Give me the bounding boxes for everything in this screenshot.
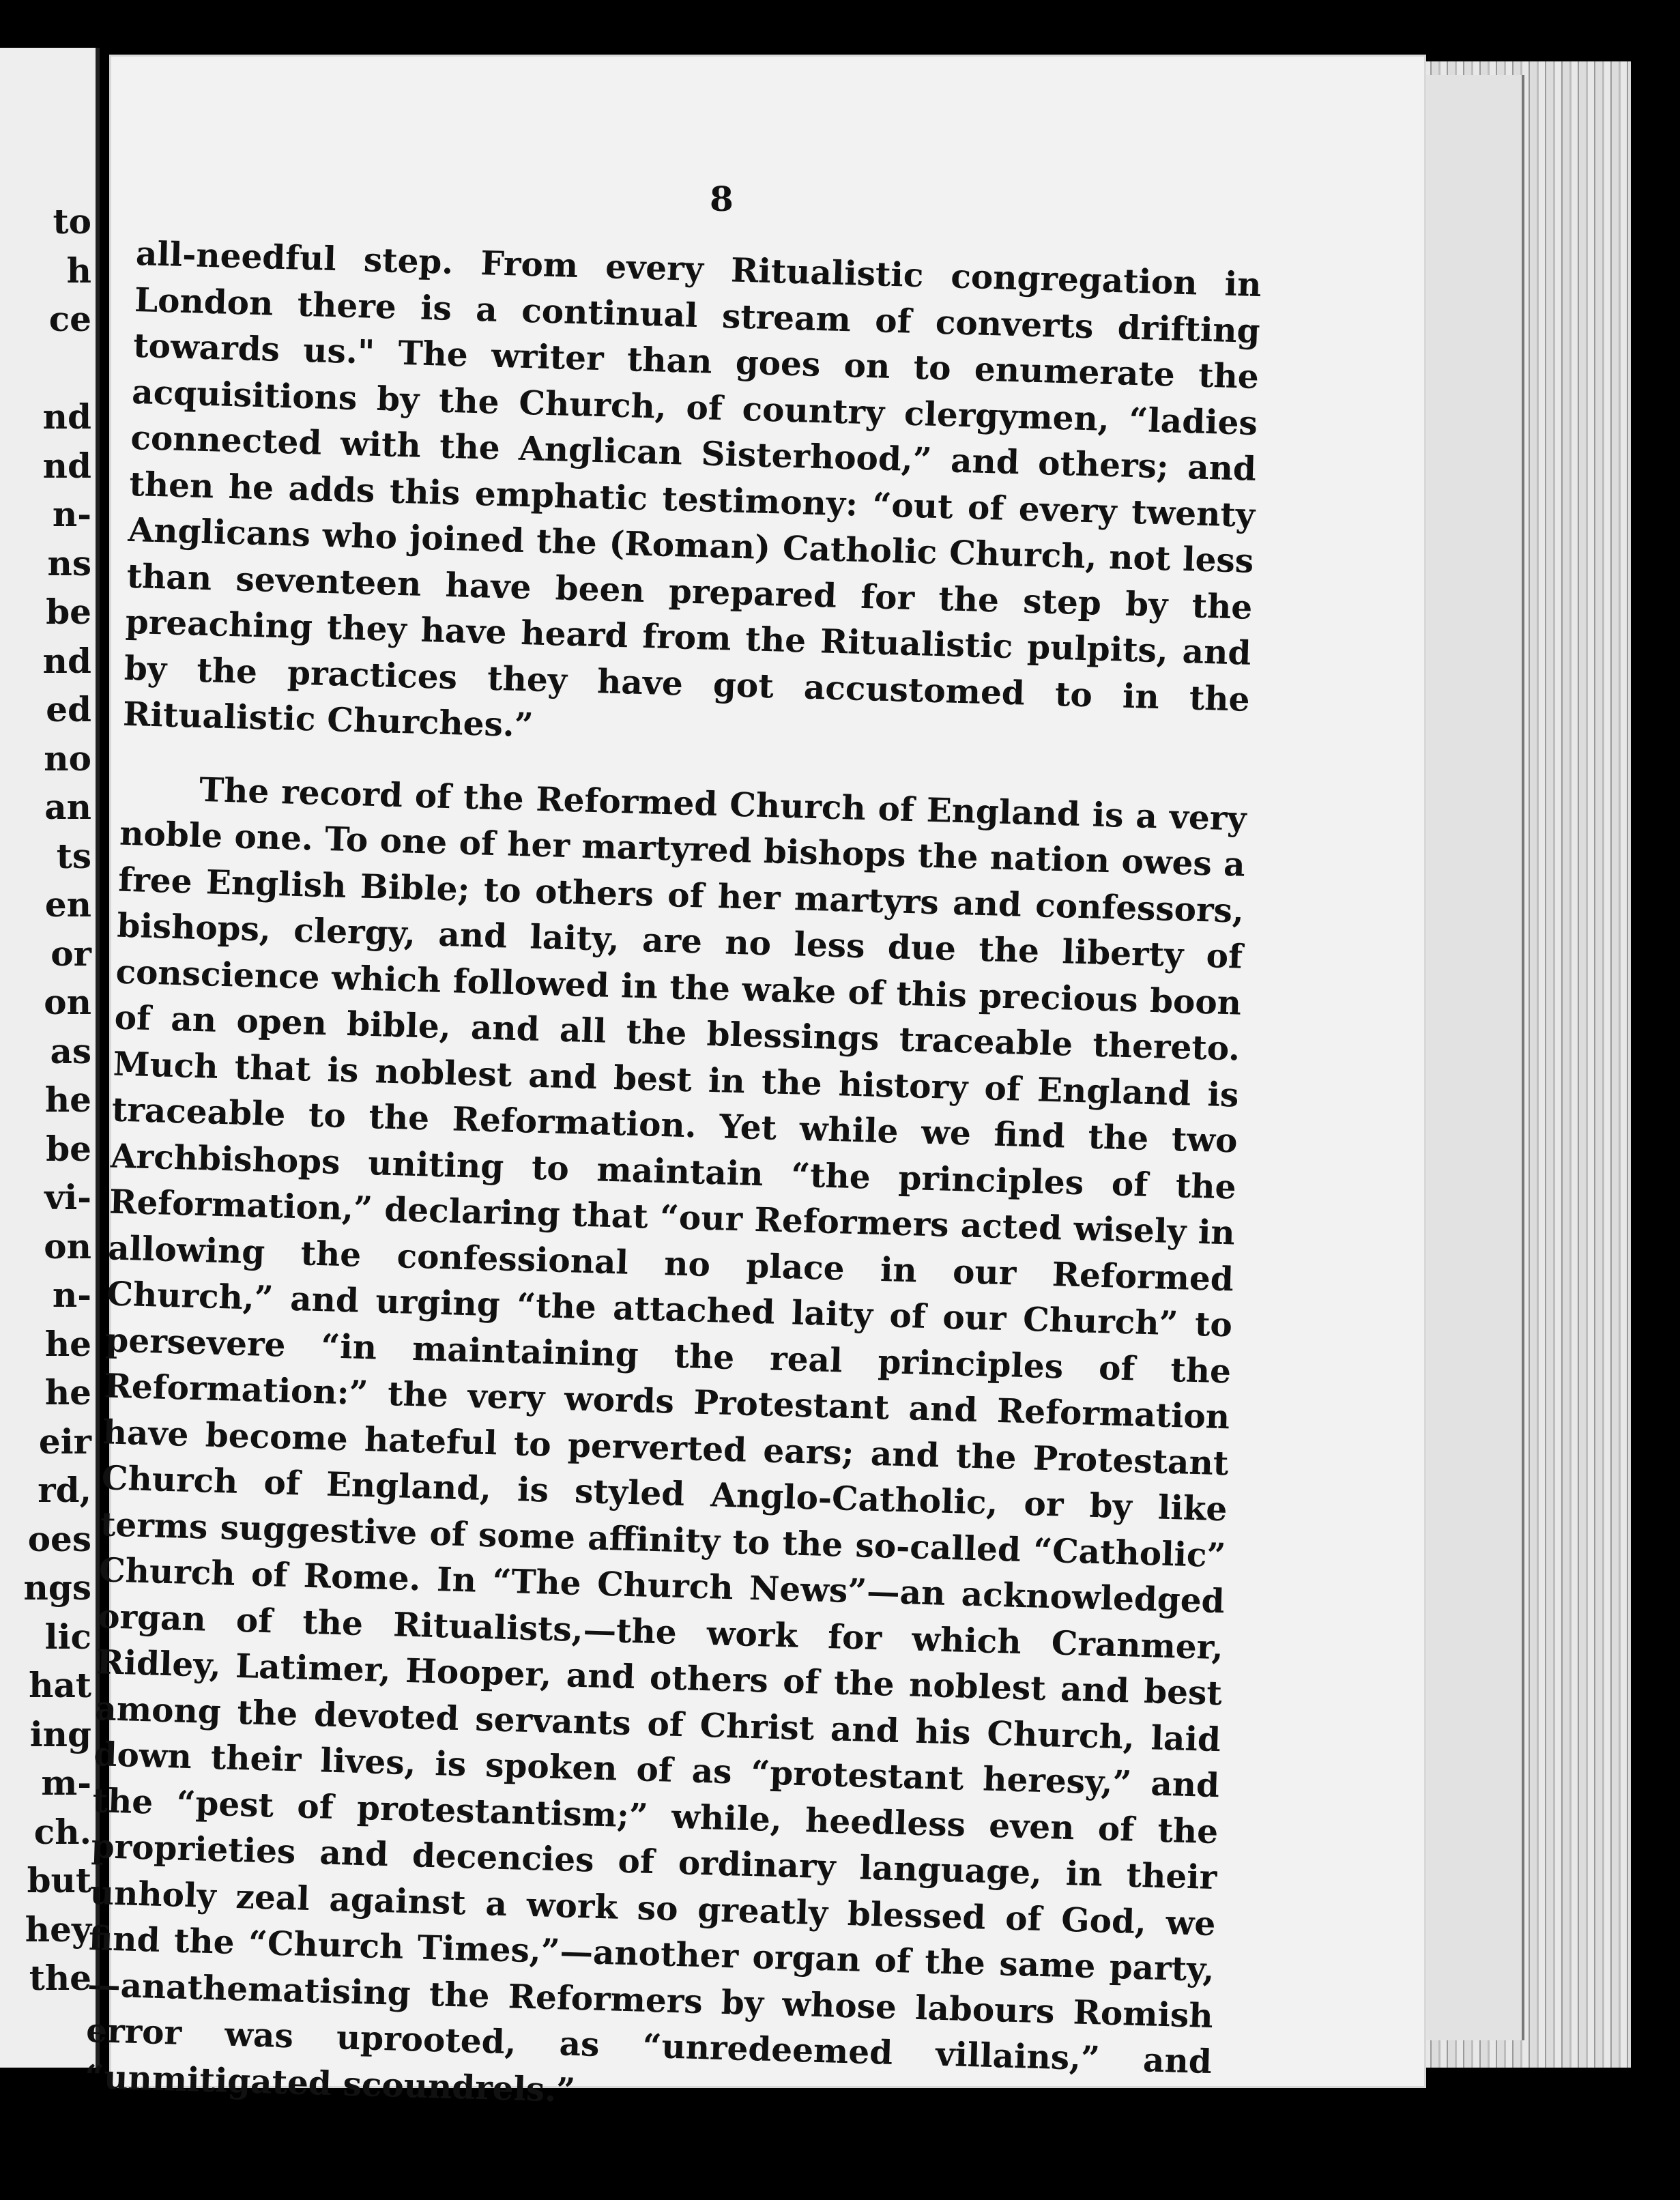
left-page-fragment: be	[46, 1128, 91, 1169]
left-page-fragment: he	[44, 1372, 91, 1413]
left-page-fragment: an	[44, 787, 91, 827]
left-page-fragment: on	[44, 982, 91, 1022]
paragraph-2: The record of the Reformed Church of England is a very noble one. To one of her martyred bishops the nation owes a free English Bible; to others of her martyrs and confessors, bishops, clergy, and laity, are no less due the liberty of conscience which followed in the wake of this precious boon of an open bible, and all the blessings traceable thereto. Much that is noblest and best in the history of England is traceable to the Reformation. Yet while we find the two Archbishops uniting to maintain “the principles of the Reformation,” declaring that “our Reformers acted wisely in allowing the confessional no place in our Reformed Church,” and urging “the attached laity of our Church” to persevere “in maintaining the real principles of the Reformation:” the very words Protestant and Reformation have become hateful to perverted ears; and the Protestant Church of England, is styled Anglo-Catholic, or by like terms suggestive of some affinity to the so-called “Catholic” Church of Rome. In “The Church News”—an acknowledged organ of the Ritualists,—the work for which Cranmer, Ridley, Latimer, Hooper, and others of the noblest and best among the devoted servants of Christ and his Church, laid down their lives, is spoken of as “protestant heresy,” and the “pest of protestantism;” while, heedless even of the proprieties and decencies of ordinary language, in their unholy zeal against a work so greatly blessed of God, we find the “Church Times,”—another organ of the same party,—anathematising the Reformers by whose labours Romish error was uprooted, as “unredeemed villains,” and “unmitigated scoundrels.”	[84, 770, 1247, 2110]
paragraph-1: all-needful step. From every Ritualistic congregation in London there is a continual stream of converts drifting towards us." The writer than goes on to enumerate the acquisitions by the Church, of country clergymen, “ladies connected with the Anglican Sisterhood,” and others; and then he adds this emphatic testimony: “out of every twenty Anglicans who joined the (Roman) Catholic Church, not less than seventeen have been prepared for the step by the preaching they have heard from the Ritualistic pulpits, and by the practices they have got accustomed to in the Ritualistic Churches.”	[122, 233, 1262, 745]
left-page-fragment: vi-	[44, 1177, 91, 1217]
left-page-fragment: nd	[42, 396, 91, 437]
left-page-fragment: on	[44, 1226, 91, 1267]
left-page-fragment: hat	[29, 1665, 91, 1705]
left-page-fragment: as	[50, 1030, 91, 1071]
left-page-fragment: hey	[25, 1909, 91, 1950]
left-page-fragment: ce	[48, 299, 91, 339]
left-page-fragment: nd	[42, 445, 91, 486]
left-page-fragment: n-	[52, 1275, 91, 1315]
left-page-fragment: no	[44, 738, 91, 779]
left-page-fragment: ed	[46, 689, 91, 729]
page-body	[84, 231, 1262, 2131]
left-page-fragment: to	[53, 201, 91, 242]
left-page-fragment: h	[66, 250, 91, 291]
left-page-fragment: ts	[56, 835, 91, 876]
left-page-fragment: rd,	[38, 1470, 91, 1510]
left-page-fragment: en	[44, 884, 91, 925]
left-page-fragment: m-	[41, 1763, 91, 1803]
left-page-fragment: ing	[29, 1713, 91, 1754]
left-page-fragment: he	[44, 1323, 91, 1364]
left-page-fragment: lic	[44, 1616, 91, 1657]
left-page-fragment: ngs	[23, 1567, 91, 1608]
left-page-fragment: eir	[38, 1421, 91, 1462]
left-page-fragment: or	[50, 933, 91, 974]
left-page-fragment: nd	[42, 640, 91, 681]
left-page-fragment: be	[46, 592, 91, 632]
left-page-fragment: n-	[52, 494, 91, 534]
left-page-fragment: the	[29, 1958, 91, 1998]
left-page-fragment: but	[27, 1860, 91, 1900]
page-number: 8	[710, 179, 734, 219]
previous-page-strip	[0, 48, 100, 2068]
left-page-fragment: he	[44, 1080, 91, 1120]
left-page-fragment: ch.	[33, 1811, 91, 1852]
left-page-fragment: oes	[27, 1518, 91, 1559]
left-page-fragment: ns	[47, 542, 91, 583]
